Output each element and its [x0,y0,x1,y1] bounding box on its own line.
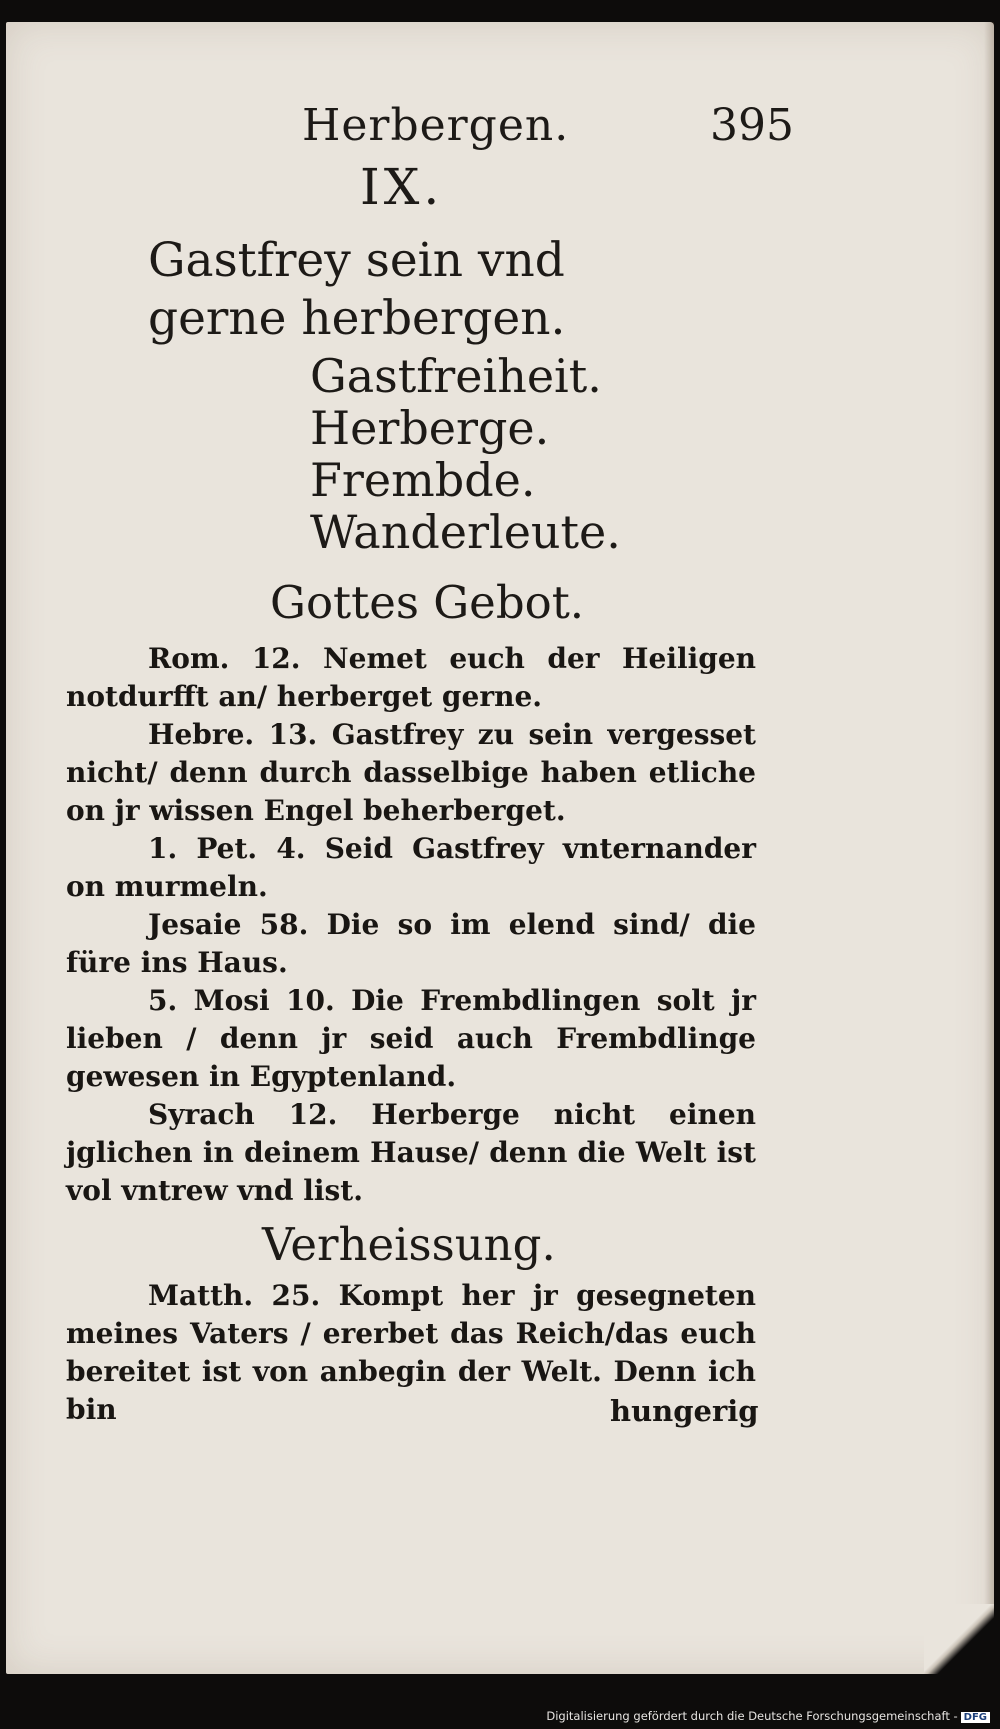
verse: Jesaie 58. Die so im elend sind/ die füre ins Haus. [66,908,756,979]
running-head: Herbergen. [302,100,570,151]
chapter-heading: Gastfrey sein vnd gerne herbergen. [148,233,566,346]
page-corner-curl [924,1604,994,1674]
page-gutter-shadow [984,22,994,1674]
verse: Hebre. 13. Gastfrey zu sein vergesset nicht/ denn durch dasselbige haben etliche on jr wissen Engel beherberget. [66,718,756,827]
keyword-list [310,350,621,558]
verse: 1. Pet. 4. Seid Gastfrey vnternander on murmeln. [66,832,756,903]
section-title-gebot: Gottes Gebot. [270,576,585,629]
dfg-logo: DFG [961,1712,990,1723]
keyword-item: Frembde. [310,453,536,507]
verse: Rom. 12. Nemet euch der Heiligen notdurfft an/ herberget gerne. [66,642,756,713]
keyword-item: Gastfreiheit. [310,349,602,403]
keyword-item: Wanderleute. [310,505,621,559]
keyword-item: Herberge. [310,401,550,455]
page-number: 395 [710,100,794,151]
verse: Matth. 25. Kompt her jr gesegneten meines Vaters / ererbet das Reich/das euch bereitet ist von anbegin der Welt. Denn ich bin [66,1279,756,1426]
verse: Syrach 12. Herberge nicht einen jglichen in deinem Hause/ denn die Welt ist vol vntrew vnd list. [66,1098,756,1207]
credit-text: Digitalisierung gefördert durch die Deutsche Forschungsgemeinschaft - [546,1709,958,1723]
verse: 5. Mosi 10. Die Frembdlingen solt jr lieben / denn jr seid auch Frembdlinge gewesen in Egyptenland. [66,984,756,1093]
verse-list-gebot [66,640,756,1210]
catchword: hungerig [610,1394,759,1428]
digitization-credit [546,1709,990,1723]
chapter-number: IX. [360,158,444,216]
section-title-verheissung: Verheissung. [262,1218,556,1271]
